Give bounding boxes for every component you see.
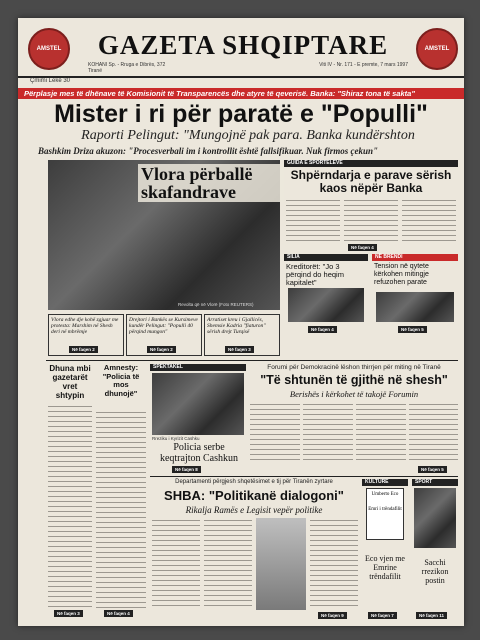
logo-text-left: AMSTEL bbox=[36, 46, 62, 52]
vlora-headline: Vlora përballë skafandrave bbox=[138, 164, 284, 202]
shba-divider bbox=[150, 476, 458, 477]
kultura-section-bar: KULTURE bbox=[362, 479, 408, 486]
shba-text-col-2 bbox=[204, 518, 252, 610]
vlora-item-3-tag: Në faqen 3 bbox=[225, 346, 254, 353]
lead-subhead: Raporti Pelingut: "Mungojnë pak para. Banka kundërshton bbox=[81, 128, 415, 143]
forumi-text-col-3 bbox=[356, 402, 406, 464]
tension-section-bar: NË BRENDI bbox=[372, 254, 458, 261]
amnesty-tag[interactable]: Në faqen 4 bbox=[104, 610, 133, 617]
vlora-item-3-text: Arratiset kreu i Gjallicës, Shemsie Kadria "fiaturon" sërish drejt Turqisë bbox=[207, 317, 266, 335]
policia-headline: Policia serbe keqtrajton Cashkun bbox=[159, 442, 239, 464]
banka-text-col-2 bbox=[344, 198, 398, 244]
kreditoret-tag[interactable]: Në faqen 4 bbox=[308, 326, 337, 333]
shba-tag[interactable]: Në faqen 9 bbox=[318, 612, 347, 619]
shba-subhead: Rikalja Ramës e Legisit vepër politike bbox=[185, 505, 323, 515]
tension-tag[interactable]: Në faqen 5 bbox=[398, 326, 427, 333]
section-divider bbox=[46, 360, 458, 361]
banka-section-bar: GUIDA E SPORTELEVE bbox=[284, 160, 458, 167]
lead-deck: Bashkim Driza akuzon: "Procesverbali im i kontrollit është fallsifikuar. Nuk firmos çekun" bbox=[38, 146, 379, 156]
vlora-item-2[interactable] bbox=[126, 314, 202, 356]
book-title: Emri i trëndafilit bbox=[368, 507, 402, 512]
amstel-logo-left bbox=[28, 28, 70, 70]
kultura-tag[interactable]: Në faqen 7 bbox=[368, 612, 397, 619]
vlora-caption: Revolta që në Vlorë (Foto REUTERS) bbox=[178, 302, 254, 307]
book-cover bbox=[366, 488, 404, 540]
policia-caption: Rreziku i Kyrizit Cashku bbox=[152, 436, 200, 441]
editorial-headline: Dhuna mbi gazetarët vret shtypin bbox=[49, 364, 91, 400]
banka-tag[interactable]: Në faqen 4 bbox=[348, 244, 377, 251]
shba-kicker: Departamenti përgjesh shqetësimet e tij për Tiranën zyrtare bbox=[175, 479, 333, 485]
newspaper-title: GAZETA SHQIPTARE bbox=[97, 30, 389, 60]
masthead-issue: Viti IV - Nr. 171 - E premte, 7 mars 1997 bbox=[319, 62, 408, 68]
policia-tag[interactable]: Në faqen 8 bbox=[172, 466, 201, 473]
banka-text-col-3 bbox=[402, 198, 456, 244]
amnesty-headline: Amnesty: "Policia të mos dhunojë" bbox=[102, 363, 140, 398]
vlora-item-1[interactable] bbox=[48, 314, 124, 356]
vlora-item-2-tag: Në faqen 2 bbox=[147, 346, 176, 353]
editorial-tag[interactable]: Në faqen 3 bbox=[54, 610, 83, 617]
masthead-address: KOHANI Sp. - Rruga e Dibrës, 372 Tiranë bbox=[88, 62, 166, 74]
price: Çmimi Lekë 30 bbox=[30, 78, 71, 84]
policia-section-bar: SPEKTAKEL bbox=[150, 364, 246, 371]
kreditoret-photo bbox=[288, 288, 364, 322]
masthead bbox=[18, 18, 464, 78]
forumi-text-col-2 bbox=[303, 402, 353, 464]
logo-text-right: AMSTEL bbox=[424, 46, 450, 52]
forumi-kicker: Forumi për Demokracinë lëshon thirrjen për miting në Tiranë bbox=[267, 364, 441, 371]
forumi-tag[interactable]: Në faqen 5 bbox=[418, 466, 447, 473]
amnesty-text bbox=[96, 410, 146, 608]
forumi-headline: "Të shtunën të gjithë në shesh" bbox=[260, 373, 448, 387]
forumi-text-col-1 bbox=[250, 402, 300, 464]
kultura-headline: Eco vjen me Emrine trëndafilit bbox=[365, 554, 405, 581]
top-news-bar: Përplasje mes të dhënave të Komisionit të Transparencës dhe atyre të qeverisë. Banka: "Shiraz tona të sakta" bbox=[18, 88, 464, 99]
book-author: Umberto Eco bbox=[371, 492, 399, 497]
forumi-text-col-4 bbox=[409, 402, 458, 464]
shba-text-col-3 bbox=[310, 518, 358, 610]
vlora-item-2-text: Drejtori i Bankës se Kursimeve kundër Pelingut: "Populli 40 përqind mungon" bbox=[129, 317, 198, 335]
newspaper-page bbox=[18, 18, 464, 626]
shba-headline: SHBA: "Politikanë dialogoni" bbox=[164, 488, 344, 503]
forumi-subhead: Berishës i kërkohet të takojë Forumin bbox=[289, 389, 419, 399]
kreditoret-section-bar: SILIA bbox=[284, 254, 368, 261]
vlora-item-1-tag: Në faqen 2 bbox=[69, 346, 98, 353]
vlora-item-3[interactable] bbox=[204, 314, 280, 356]
kreditoret-headline: Kreditorët: "Jo 3 përqind do heqim kapitalet" bbox=[286, 262, 344, 287]
statue-of-liberty-photo bbox=[256, 518, 306, 610]
shba-text-col-1 bbox=[152, 518, 200, 610]
vlora-item-1-text: Vlora edhe dje kohë zgjuar me protesta: Marshim në Shesh deri në mbrëmje bbox=[51, 317, 119, 335]
cashku-photo bbox=[152, 373, 244, 435]
sacchi-photo bbox=[414, 488, 456, 548]
tension-photo bbox=[376, 292, 454, 322]
banka-text-col-1 bbox=[286, 198, 340, 244]
sport-tag[interactable]: Në faqen 11 bbox=[416, 612, 447, 619]
sport-section-bar: SPORT bbox=[412, 479, 458, 486]
lead-headline: Mister i ri për paratë e "Populli" bbox=[54, 100, 428, 128]
tension-headline: Tension në qytete kërkohen mitingje refuzohen parate bbox=[374, 263, 429, 286]
amstel-logo-right bbox=[416, 28, 458, 70]
sport-headline: Sacchi rrezikon postin bbox=[421, 558, 449, 585]
editorial-text bbox=[48, 404, 92, 608]
banka-headline: Shpërndarja e parave sërish kaos nëpër Banka bbox=[290, 168, 452, 195]
